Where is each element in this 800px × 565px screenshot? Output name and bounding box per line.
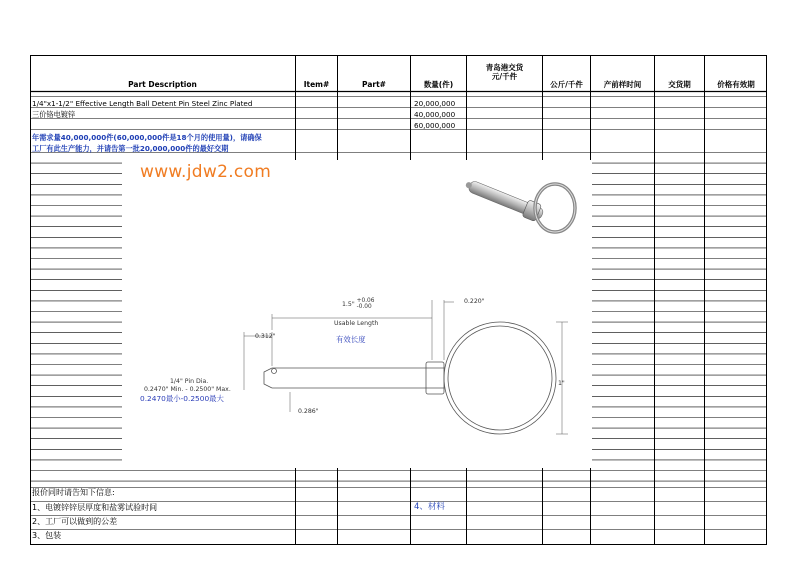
header-part: Part# xyxy=(362,80,386,89)
footer-line4: 3、包装 xyxy=(32,531,62,540)
pin-dia-cn: 0.2470最小-0.2500最大 xyxy=(140,394,224,403)
technical-drawing xyxy=(122,160,592,468)
header-item: Item# xyxy=(303,80,330,89)
header-lead-time: 产前样时间 xyxy=(603,80,642,89)
pin-dia-range: 0.2470" Min. - 0.2500" Max. xyxy=(144,386,231,393)
requirement-note-line1: 年需求量40,000,000件(60,000,000件是18个月的使用量)，请确保 xyxy=(32,133,262,142)
requirement-note-line2: 工厂有此生产能力，并请告第一批20,000,000件的最好交期 xyxy=(32,144,229,153)
dim-ring-1in: 1" xyxy=(558,380,565,387)
row-2-description: 三价铬电镀锌 xyxy=(32,110,76,119)
usable-length-cn: 有效长度 xyxy=(336,335,366,344)
footer-line2: 1、电镀锌锌层厚度和盐雾试验时间 xyxy=(32,503,158,512)
dim-0220: 0.220" xyxy=(464,298,485,305)
header-qty: 数量(件) xyxy=(423,80,454,89)
row-1-description: 1/4"x1-1/2" Effective Length Ball Detent Pin Steel Zinc Plated xyxy=(32,99,253,108)
header-price-qingdao-line1: 青岛港交货 xyxy=(485,63,524,72)
footer-line3: 2、工厂可以做到的公差 xyxy=(32,517,118,526)
dim-0312: 0.312" xyxy=(255,333,276,340)
header-price-qingdao-line2: 元/千件 xyxy=(491,72,518,81)
header-part-description: Part Description xyxy=(128,80,197,89)
pin-drawing-svg xyxy=(122,160,592,468)
dim-0286: 0.286" xyxy=(298,408,319,415)
row-2-qty: 40,000,000 xyxy=(414,110,456,119)
footer-line1: 报价同时请告知下信息: xyxy=(32,488,115,497)
row-1-qty: 20,000,000 xyxy=(414,99,456,108)
watermark: www.jdw2.com xyxy=(140,162,272,182)
pin-dia-label: 1/4" Pin Dia. xyxy=(170,378,209,385)
usable-length-tol-plus: +0.06 xyxy=(356,298,375,304)
row-3-qty: 60,000,000 xyxy=(414,121,456,130)
header-price-kg: 公斤/千件 xyxy=(550,80,583,89)
pin-line-drawing xyxy=(244,300,568,434)
header-validity: 价格有效期 xyxy=(717,80,755,89)
usable-length-tol-minus: -0.00 xyxy=(356,304,372,310)
usable-length-dim: 1.5" xyxy=(342,301,355,308)
header-price-qingdao xyxy=(467,55,542,91)
header-delivery: 交货期 xyxy=(668,80,691,89)
usable-length-value xyxy=(342,298,374,310)
usable-length-label: Usable Length xyxy=(334,320,379,327)
pin-render-3d xyxy=(463,176,575,232)
footer-line2-right: 4、材料 xyxy=(414,502,445,512)
